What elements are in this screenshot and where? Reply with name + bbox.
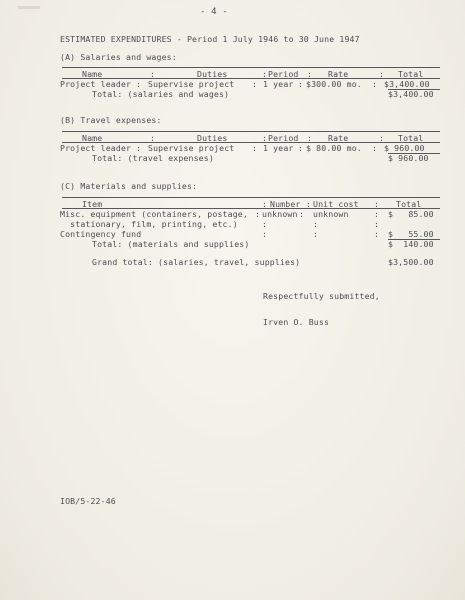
row-item: stationary, film, printing, etc.) xyxy=(60,219,238,229)
section-a-total-value: $3,400.00 xyxy=(388,89,434,99)
row-duties: Supervise project xyxy=(148,79,235,89)
row-name: Project leader xyxy=(60,143,132,153)
section-a-title: (A) Salaries and wages: xyxy=(60,52,177,62)
col-number-header: Number xyxy=(270,199,301,209)
closing-text: Respectfully submitted, xyxy=(263,291,380,301)
table-b-top-rule xyxy=(62,131,440,132)
row-unit-cost: unknown xyxy=(313,209,349,219)
col-total-header: Total xyxy=(398,69,424,79)
section-c-title: (C) Materials and supplies: xyxy=(60,181,198,191)
col-name-header: Name xyxy=(82,69,103,79)
section-c-total-value: $ 140.00 xyxy=(388,239,434,249)
section-b-total-value: $ 960.00 xyxy=(388,153,429,163)
row-duties: Supervise project xyxy=(148,143,235,153)
grand-total-value: $3,500.00 xyxy=(388,257,434,267)
row-period: 1 year xyxy=(263,143,294,153)
col-total-header: Total xyxy=(396,199,422,209)
row-number: unknown xyxy=(262,209,298,219)
row-total: $3,400.00 xyxy=(384,79,430,89)
signatory-name: Irven O. Buss xyxy=(263,317,330,327)
row-period: 1 year xyxy=(263,79,294,89)
row-item: Contingency fund xyxy=(60,229,142,239)
paper-mark xyxy=(18,6,40,9)
col-total-header: Total xyxy=(398,133,424,143)
col-duties-header: Duties xyxy=(197,69,228,79)
table-c-top-rule xyxy=(62,197,440,198)
section-b-title: (B) Travel expenses: xyxy=(60,115,162,125)
col-period-header: Period xyxy=(268,133,299,143)
document-heading: ESTIMATED EXPENDITURES - Period 1 July 1946 to 30 June 1947 xyxy=(60,34,360,44)
col-unit-cost-header: Unit cost xyxy=(313,199,359,209)
row-item: Misc. equipment (containers, postage, xyxy=(60,209,248,219)
col-rate-header: Rate xyxy=(328,69,349,79)
reference-code: IOB/5-22-46 xyxy=(60,496,116,506)
row-name: Project leader xyxy=(60,79,132,89)
section-b-total-label: Total: (travel expenses) xyxy=(92,153,214,163)
row-total: $ 960.00 xyxy=(384,143,425,153)
document-page: - 4 - ESTIMATED EXPENDITURES - Period 1 July 1946 to 30 June 1947 (A) Salaries and wages: Name : Duties : Period : Rate : Total Project leader : Supervise project : 1 year : $300.00 mo. : $3,400.00 Total: (salaries and wages) $3,400.00 (B) Travel expenses: Name : Duties : Period : Rate : Total Project leader : Supervise project : 1 year : $ 80.00 mo. : $ 960.00 Total: (travel expenses) $ 960.00 (C) Materials and supplies: Item : Number : Unit cost : Total Misc. equipment (containers, postage, : unknown : unknown : $ 85.00 stationary, film, printing, etc.) : : : Contingency fund : : : $ 55.00 Total: (materials and supplies) $ 140.00 Grand total: (salaries, travel, supplies) $3,500.00 Respectfully submitted, Irven O. Buss IOB/5-22-46 xyxy=(0,0,465,600)
col-duties-header: Duties xyxy=(197,133,228,143)
page-number: - 4 - xyxy=(200,7,228,17)
col-item-header: Item xyxy=(82,199,103,209)
grand-total-label: Grand total: (salaries, travel, supplies) xyxy=(92,257,301,267)
table-a-top-rule xyxy=(62,67,440,68)
row-rate: $ 80.00 mo. xyxy=(306,143,362,153)
row-total: $ 85.00 xyxy=(388,209,434,219)
row-rate: $300.00 mo. xyxy=(306,79,362,89)
row-total: $ 55.00 xyxy=(388,229,434,239)
section-c-total-label: Total: (materials and supplies) xyxy=(92,239,250,249)
col-period-header: Period xyxy=(268,69,299,79)
section-a-total-label: Total: (salaries and wages) xyxy=(92,89,230,99)
col-rate-header: Rate xyxy=(328,133,349,143)
col-name-header: Name xyxy=(82,133,103,143)
